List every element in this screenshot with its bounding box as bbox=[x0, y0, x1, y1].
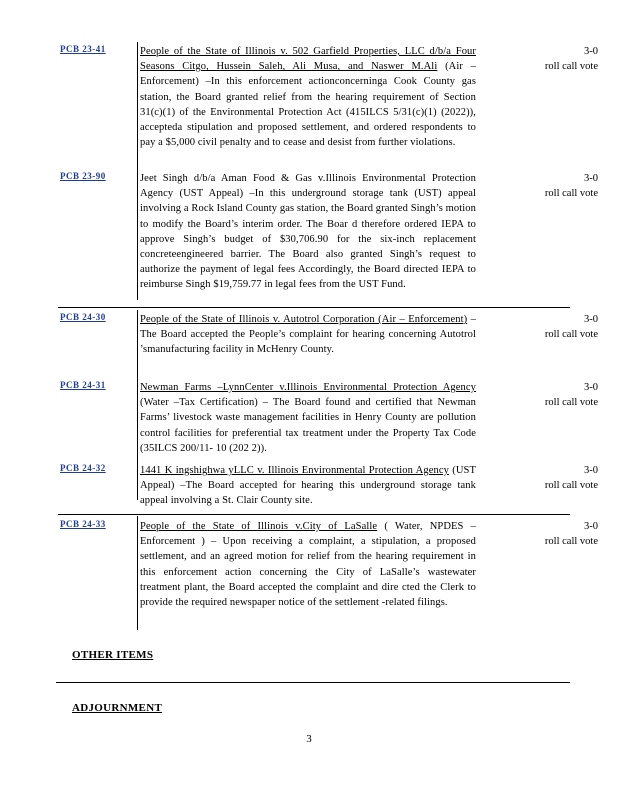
vote-count: 3-0 bbox=[584, 521, 598, 532]
vote-type: roll call vote bbox=[544, 397, 598, 409]
vote-type: roll call vote bbox=[544, 61, 598, 73]
case-number-link[interactable]: PCB 23-90 bbox=[60, 171, 106, 181]
vote-count: 3-0 bbox=[584, 465, 598, 476]
case-number-link[interactable]: PCB 23-41 bbox=[60, 44, 106, 54]
section-heading-other-items: OTHER ITEMS bbox=[72, 649, 154, 661]
page-number: 3 bbox=[306, 733, 312, 745]
case-number-link[interactable]: PCB 24-33 bbox=[60, 519, 106, 529]
column-rule bbox=[137, 310, 138, 500]
case-body: (UST Appeal) –The Board accepted for hearing this underground storage tank appeal involving a St. Clair County site. bbox=[140, 465, 476, 507]
section-divider bbox=[56, 682, 570, 683]
vote-count: 3-0 bbox=[584, 173, 598, 184]
row-divider bbox=[58, 307, 570, 308]
vote-type: roll call vote bbox=[544, 480, 598, 492]
case-body: ( Water, NPDES – Enforcement ) – Upon receiving a complaint, a stipulation, a proposed settlement, and an agreed motion for relief from the hearing requirement in this enforcement action concerning the City of LaSalle’s wastewater treatment plant, the Board accepted the complaint and dire cted the Clerk to provide the required newspaper notice of the settlement -related filings. bbox=[140, 521, 476, 609]
vote-info bbox=[498, 44, 598, 74]
row-divider bbox=[58, 514, 570, 515]
case-body: (Air –Enforcement) –In this enforcement actionconcerninga Cook County gas station, the Board granted relief from the hearing requirement of Section 31(c)(1) of the Environmental Protection Act (415ILCS 5/31(c)(1) (2022)), accepteda stipulation and proposed settlement, and ordered respondents to pay a $5,000 civil penalty and to cease and desist from further violations. bbox=[140, 61, 477, 149]
case-description bbox=[140, 380, 476, 456]
vote-count: 3-0 bbox=[584, 46, 598, 57]
case-description bbox=[140, 463, 476, 509]
vote-info bbox=[498, 519, 598, 549]
case-caption: People of the State of Illinois v.City of LaSalle bbox=[140, 521, 378, 532]
vote-count: 3-0 bbox=[584, 314, 598, 325]
case-number-link[interactable]: PCB 24-30 bbox=[60, 312, 106, 322]
vote-info bbox=[498, 312, 598, 342]
case-caption: 1441 K ingshighwa yLLC v. Illinois Environmental Protection Agency bbox=[140, 465, 449, 476]
vote-type: roll call vote bbox=[544, 536, 598, 548]
case-number-link[interactable]: PCB 24-31 bbox=[60, 380, 106, 390]
case-body: Jeet Singh d/b/a Aman Food & Gas v.Illinois Environmental Protection Agency (UST Appeal) –In this underground storage tank (UST) appeal involving a Rock Island County gas station, the Board granted Singh’s motion to modify the Board’s interim order. The Boar d therefore ordered IEPA to approve Singh’s budget of $30,706.90 for the six-inch replacement concreteengineered barrier. The Board also granted Singh’s request to authorize the payment of legal fees Accordingly, the Board directed IEPA to reimburse Singh $19,759.77 in legal fees from the UST Fund. bbox=[140, 173, 476, 291]
case-caption: People of the State of Illinois v. 502 Garfield Properties, LLC d/b/a Four Seasons Citgo, Hussein Saleh, Ali Musa, and Naswer M.Ali bbox=[140, 46, 476, 73]
vote-info bbox=[498, 380, 598, 410]
case-body: – The Board accepted the People’s complaint for hearing concerning Autotrol ’smanufacturing facility in McHenry County. bbox=[140, 314, 476, 356]
column-rule bbox=[137, 42, 138, 300]
case-description bbox=[140, 519, 476, 610]
case-body: (Water –Tax Certification) – The Board found and certified that Newman Farms’ livestock waste management facilities in Henry County are pollution control facilities for preferential tax treatment under the Property Tax Code (35ILCS 200/11- 10 (202 2)). bbox=[140, 397, 476, 454]
case-description bbox=[140, 312, 476, 358]
vote-info bbox=[498, 171, 598, 201]
column-rule bbox=[137, 516, 138, 630]
case-caption: People of the State of Illinois v. Autotrol Corporation (Air – Enforcement) bbox=[140, 314, 468, 325]
vote-count: 3-0 bbox=[584, 382, 598, 393]
vote-type: roll call vote bbox=[544, 188, 598, 200]
section-heading-adjournment: ADJOURNMENT bbox=[72, 702, 163, 714]
case-description bbox=[140, 171, 476, 293]
vote-type: roll call vote bbox=[544, 329, 598, 341]
case-caption: Newman Farms –LynnCenter v.Illinois Environmental Protection Agency bbox=[140, 382, 476, 393]
vote-info bbox=[498, 463, 598, 493]
case-description bbox=[140, 44, 476, 150]
case-number-link[interactable]: PCB 24-32 bbox=[60, 463, 106, 473]
